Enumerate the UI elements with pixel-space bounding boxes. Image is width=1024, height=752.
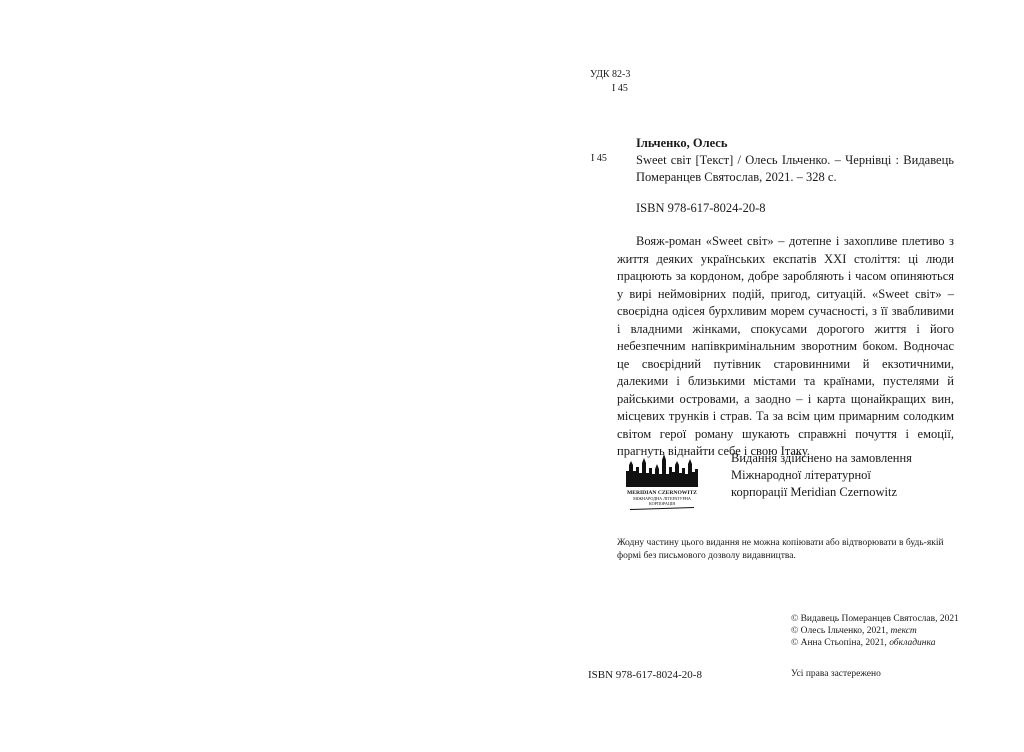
copyright-block xyxy=(791,613,959,649)
copyright-cover: © Анна Стьопіна, 2021, обкладинка xyxy=(791,638,936,648)
copyright-publisher: © Видавець Померанцев Святослав, 2021 xyxy=(791,614,959,624)
logo-name: MERIDIAN CZERNOWITZ xyxy=(626,490,698,496)
book-annotation: Вояж-роман «Sweet світ» – дотепне і захопливе плетиво з життя деяких українських експатів XXI століття: ці люди працюють за кордоном, добре заробляють і часом опиняються у вирі неймовірних подій, пригод, ситуацій. «Sweet світ» – своєрідна одісея бурхливим морем сучасності, з її звабливими і владними жінками, спокусами дорогого життя і його небезпечним напівкримінальним зворотним боком. Водночас це своєрідний путівник старовинними й екзотичними, далекими і близькими містами та країнами, пустелями й райськими островами, а заодно – і карта щонайкращих вин, місцевих трунків і страв. Та за всім цим примарним солодким світом герої роману шукають справжні почуття і емоції, прагнуть віднайти себе і свою Ітаку. xyxy=(617,234,954,458)
author-heading: Ільченко, Олесь xyxy=(636,136,728,150)
isbn-line: ISBN 978-617-8024-20-8 xyxy=(636,201,766,215)
sponsor-line-2: Міжнародної літературної xyxy=(731,468,871,482)
author-sign-code: І 45 xyxy=(612,83,628,94)
sponsor-line-3: корпорації Meridian Czernowitz xyxy=(731,485,897,499)
meridian-czernowitz-logo-icon xyxy=(624,449,700,511)
sponsor-note xyxy=(731,450,951,501)
udk-code: УДК 82-3 xyxy=(590,69,631,80)
rights-reserved: Усі права застережено xyxy=(791,669,881,679)
bibliographic-description: Sweet світ [Текст] / Олесь Ільченко. – Чернівці : Видавець Померанцев Святослав, 2021. – 328 с. xyxy=(636,153,954,184)
copy-protection-notice: Жодну частину цього видання не можна копіювати або відтворювати в будь-якій формі без письмового дозволу видавництва. xyxy=(617,538,944,561)
copyright-author: © Олесь Ільченко, 2021, текст xyxy=(791,626,917,636)
margin-author-sign: І 45 xyxy=(591,153,607,164)
udk-block xyxy=(590,68,630,96)
logo-sub1: МІЖНАРОДНА ЛІТЕРАТУРНА xyxy=(633,496,691,501)
sponsor-line-1: Видання здійснено на замовлення xyxy=(731,451,912,465)
isbn-bottom: ISBN 978-617-8024-20-8 xyxy=(588,669,702,681)
logo-sub2: КОРПОРАЦІЯ xyxy=(648,501,676,506)
